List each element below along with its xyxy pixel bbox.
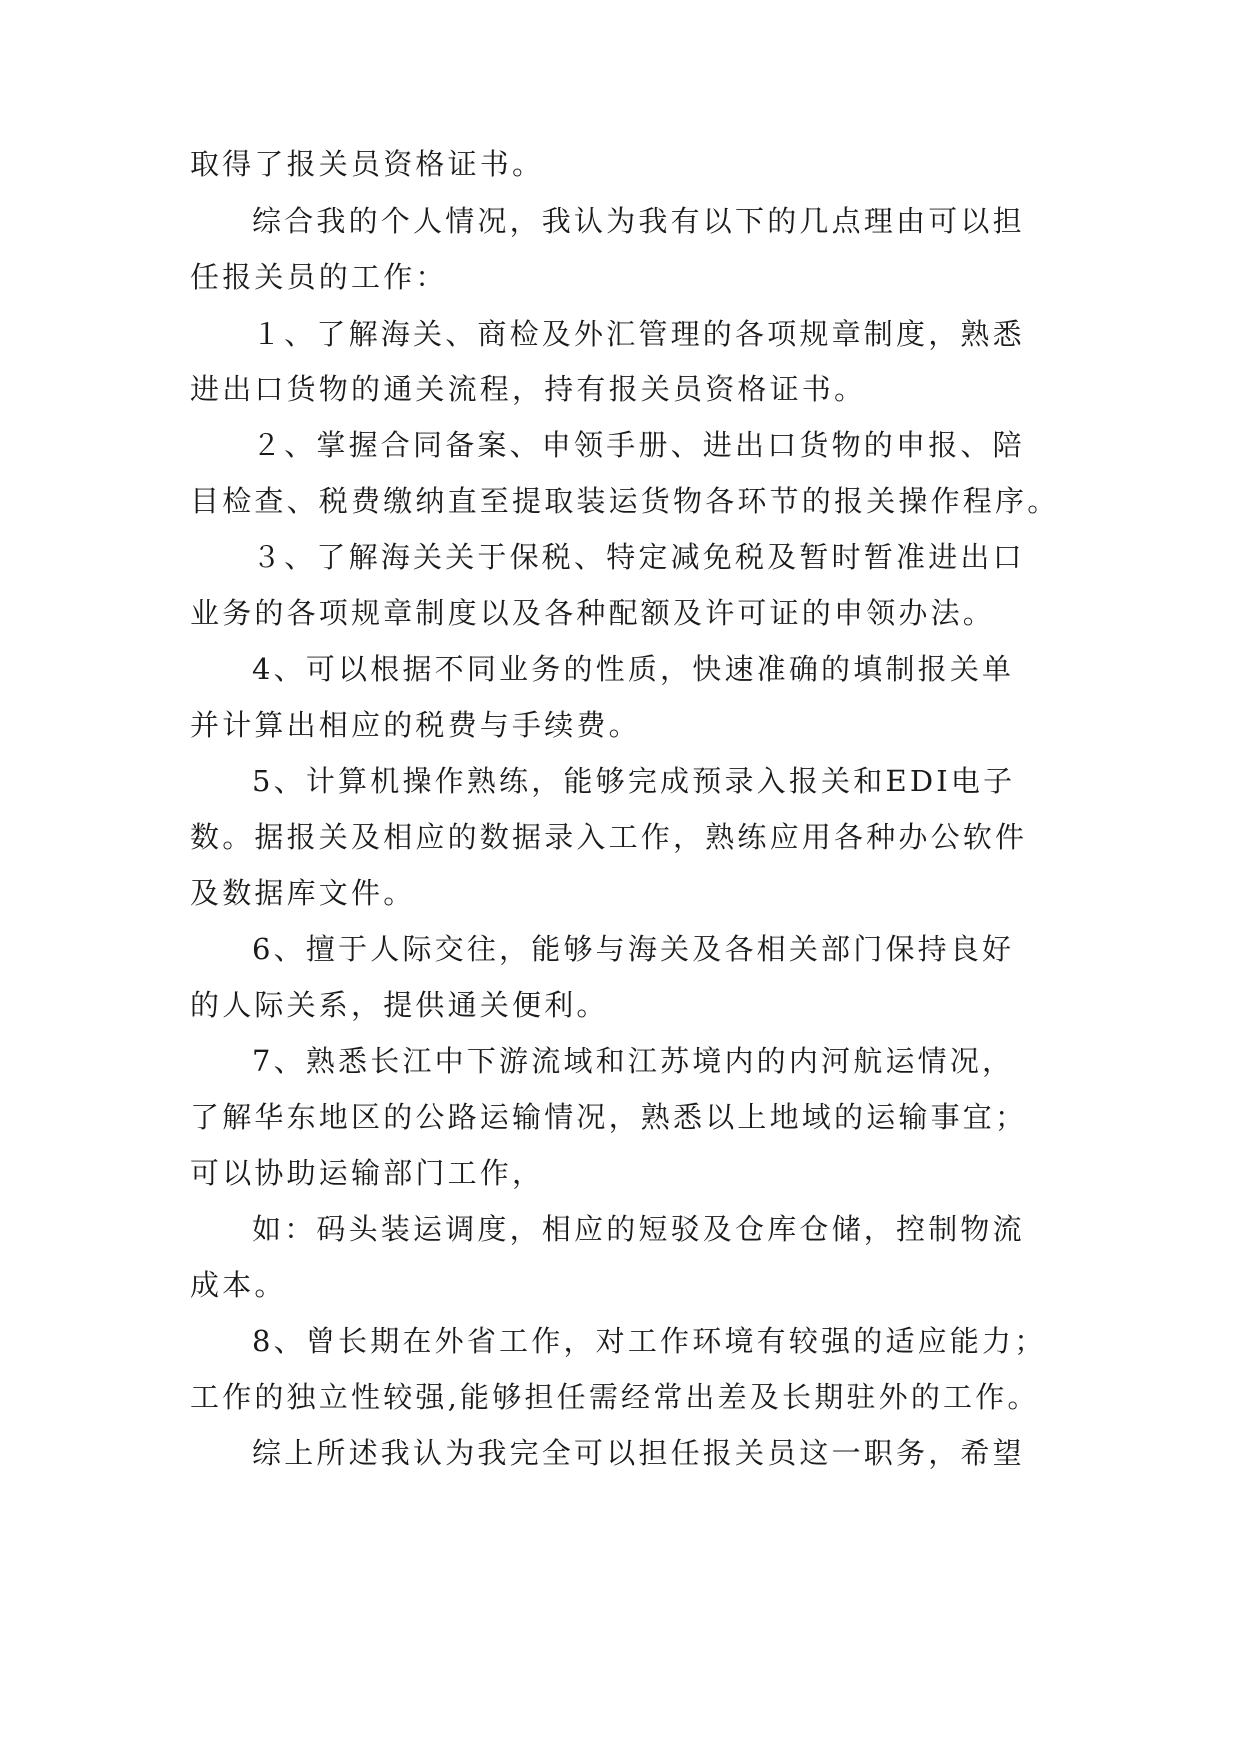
text-line: 工作的独立性较强,能够担任需经常出差及长期驻外的工作。 bbox=[190, 1380, 1040, 1414]
text-line: 业务的各项规章制度以及各种配额及许可证的申领办法。 bbox=[190, 596, 996, 630]
list-item-line: 4、可以根据不同业务的性质，快速准确的填制报关单 bbox=[252, 652, 1015, 686]
paragraph-line: 综合我的个人情况，我认为我有以下的几点理由可以担 bbox=[252, 204, 1025, 238]
text-line: 成本。 bbox=[190, 1268, 287, 1302]
text-line: 了解华东地区的公路运输情况，熟悉以上地域的运输事宜； bbox=[190, 1100, 1028, 1134]
text-line: 取得了报关员资格证书。 bbox=[190, 147, 545, 181]
text-line: 进出口货物的通关流程，持有报关员资格证书。 bbox=[190, 372, 867, 406]
list-item-line: 6、擅于人际交往，能够与海关及各相关部门保持良好 bbox=[252, 932, 1015, 966]
text-line: 并计算出相应的税费与手续费。 bbox=[190, 708, 641, 742]
text-line: 的人际关系，提供通关便利。 bbox=[190, 988, 609, 1022]
text-line: 及数据库文件。 bbox=[190, 876, 416, 910]
text-line: 任报关员的工作： bbox=[190, 260, 448, 294]
list-item-line: 7、熟悉长江中下游流域和江苏境内的内河航运情况， bbox=[252, 1044, 1015, 1078]
list-item-line: １、了解海关、商检及外汇管理的各项规章制度，熟悉 bbox=[252, 317, 1025, 351]
text-line: 目检查、税费缴纳直至提取装运货物各环节的报关操作程序。 bbox=[190, 484, 1060, 518]
text-line: 可以协助运输部门工作， bbox=[190, 1156, 545, 1190]
text-line: 数。据报关及相应的数据录入工作，熟练应用各种办公软件 bbox=[190, 820, 1028, 854]
list-item-line: 5、计算机操作熟练，能够完成预录入报关和EDI电子 bbox=[252, 764, 1016, 798]
paragraph-line: 如：码头装运调度，相应的短驳及仓库仓储，控制物流 bbox=[252, 1212, 1025, 1246]
paragraph-line: 综上所述我认为我完全可以担任报关员这一职务，希望 bbox=[252, 1436, 1025, 1470]
list-item-line: ２、掌握合同备案、申领手册、进出口货物的申报、陪 bbox=[252, 428, 1025, 462]
list-item-line: 8、曾长期在外省工作，对工作环境有较强的适应能力； bbox=[252, 1324, 1047, 1358]
list-item-line: ３、了解海关关于保税、特定减免税及暂时暂准进出口 bbox=[252, 540, 1025, 574]
